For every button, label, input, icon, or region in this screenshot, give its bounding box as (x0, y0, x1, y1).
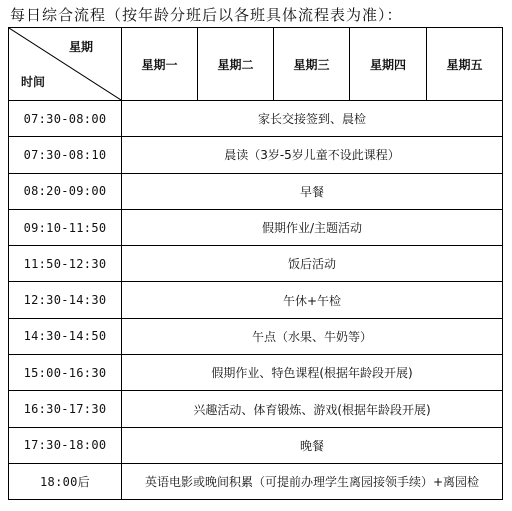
time-cell: 07:30-08:00 (9, 101, 122, 137)
time-cell: 12:30-14:30 (9, 282, 122, 318)
day-header-mon: 星期一 (122, 28, 198, 101)
day-header-thu: 星期四 (350, 28, 427, 101)
time-cell: 16:30-17:30 (9, 391, 122, 427)
activity-cell: 早餐 (122, 173, 503, 209)
table-row (9, 355, 503, 391)
activity-cell: 英语电影或晚间积累（可提前办理学生离园接领手续）+离园检 (122, 463, 503, 499)
activity-cell: 家长交接签到、晨检 (122, 101, 503, 137)
activity-cell: 午休+午检 (122, 282, 503, 318)
time-cell: 09:10-11:50 (9, 209, 122, 245)
time-cell: 14:30-14:50 (9, 318, 122, 354)
activity-cell: 饭后活动 (122, 246, 503, 282)
activity-cell: 假期作业、特色课程(根据年龄段开展) (122, 355, 503, 391)
table-row (9, 427, 503, 463)
activity-cell: 兴趣活动、体育锻炼、游戏(根据年龄段开展) (122, 391, 503, 427)
corner-label-time: 时间 (21, 75, 46, 89)
table-row (9, 101, 503, 137)
time-cell: 18:00后 (9, 463, 122, 499)
day-header-fri: 星期五 (427, 28, 503, 101)
table-row (9, 282, 503, 318)
day-header-tue: 星期二 (198, 28, 274, 101)
day-header-wed: 星期三 (274, 28, 350, 101)
time-cell: 08:20-09:00 (9, 173, 122, 209)
table-row (9, 173, 503, 209)
table-row (9, 318, 503, 354)
time-cell: 15:00-16:30 (9, 355, 122, 391)
table-row (9, 246, 503, 282)
table-row (9, 209, 503, 245)
time-cell: 17:30-18:00 (9, 427, 122, 463)
table-header-row (9, 28, 503, 101)
schedule-table (8, 27, 503, 500)
time-cell: 11:50-12:30 (9, 246, 122, 282)
corner-header-cell (9, 28, 122, 101)
table-row (9, 137, 503, 173)
time-cell: 07:30-08:10 (9, 137, 122, 173)
activity-cell: 晨读（3岁-5岁儿童不设此课程） (122, 137, 503, 173)
activity-cell: 假期作业/主题活动 (122, 209, 503, 245)
table-row (9, 463, 503, 499)
corner-label-day: 星期 (68, 40, 93, 54)
activity-cell: 晚餐 (122, 427, 503, 463)
activity-cell: 午点（水果、牛奶等） (122, 318, 503, 354)
page-title: 每日综合流程（按年龄分班后以各班具体流程表为准）： (10, 6, 403, 24)
table-row (9, 391, 503, 427)
